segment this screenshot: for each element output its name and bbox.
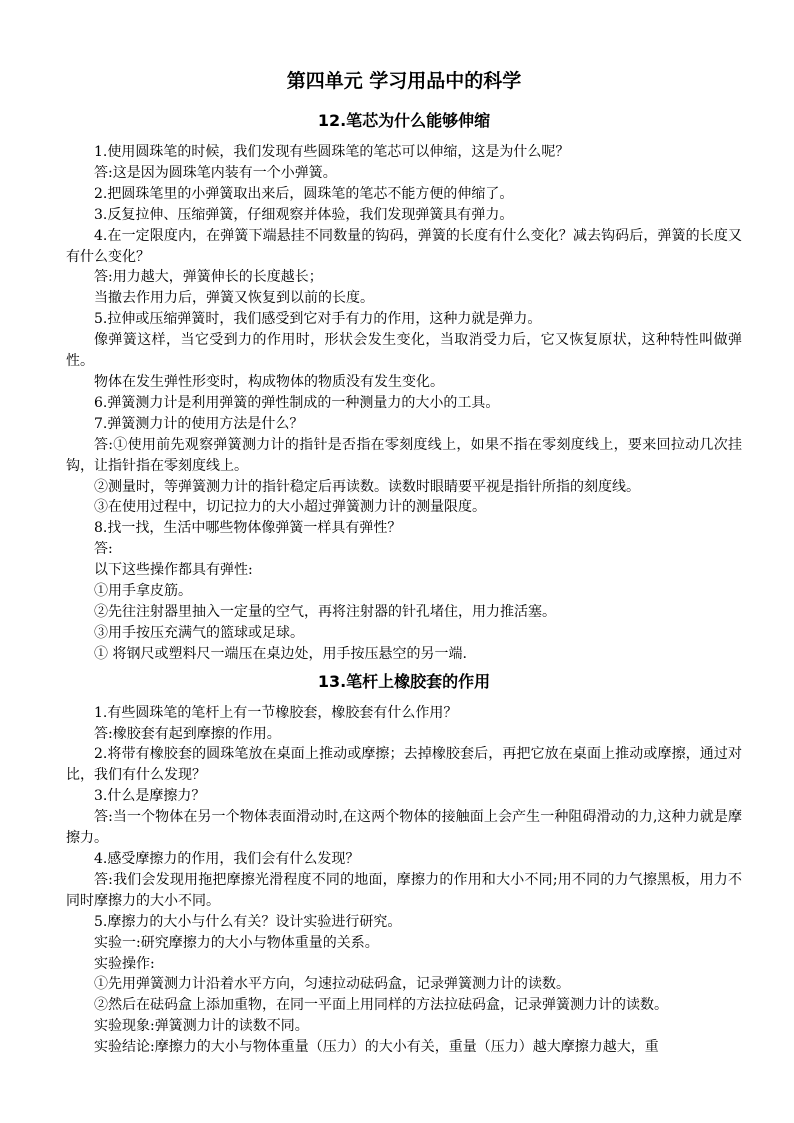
paragraph: 实验操作:	[94, 955, 155, 972]
paragraph: 3.反复拉伸、压缩弹簧，仔细观察并体验，我们发现弹簧具有弹力。	[94, 206, 514, 223]
paragraph: 以下这些操作都具有弹性:	[94, 562, 253, 579]
lesson-12-title: 12.笔芯为什么能够伸缩	[317, 111, 491, 130]
paragraph: 5.拉伸或压缩弹簧时，我们感受到它对手有力的作用，这种力就是弹力。	[94, 311, 542, 328]
paragraph: 答:用力越大，弹簧伸长的长度越长；	[94, 269, 323, 286]
paragraph: ②测量时，等弹簧测力计的指针稳定后再读数。读数时眼睛要平视是指针所指的刻度线。	[94, 478, 640, 495]
paragraph: 7.弹簧测力计的使用方法是什么？	[94, 415, 304, 432]
paragraph: 3.什么是摩擦力？	[94, 788, 206, 805]
paragraph: ① 将钢尺或塑料尺一端压在桌边处，用手按压悬空的另一端.	[94, 645, 467, 662]
paragraph: 答:我们会发现用拖把摩擦光滑程度不同的地面，摩擦力的作用和大小不同;用不同的力气擦黑板，用力不同时摩擦力的大小不同。	[66, 871, 742, 909]
paragraph: 物体在发生弹性形变时，构成物体的物质没有发生变化。	[94, 373, 444, 390]
paragraph: 实验结论:摩擦力的大小与物体重量（压力）的大小有关，重量（压力）越大摩擦力越大，重	[94, 1039, 659, 1056]
paragraph: ②先往注射器里抽入一定量的空气，再将注射器的针孔堵住，用力推活塞。	[94, 603, 556, 620]
lesson-12-section	[66, 110, 742, 665]
paragraph: ②然后在砝码盒上添加重物，在同一平面上用同样的方法拉砝码盒，记录弹簧测力计的读数。	[94, 997, 668, 1014]
paragraph: 实验一:研究摩擦力的大小与物体重量的关系。	[94, 934, 379, 951]
paragraph: 2.把圆珠笔里的小弹簧取出来后，圆珠笔的笔芯不能方便的伸缩了。	[94, 185, 514, 202]
paragraph: 像弹簧这样，当它受到力的作用时，形状会发生变化，当取消受力后，它又恢复原状，这种特性叫做弹性。	[66, 332, 742, 370]
paragraph: 4.感受摩擦力的作用，我们会有什么发现？	[94, 851, 360, 867]
paragraph: 当撤去作用力后，弹簧又恢复到以前的长度。	[94, 290, 374, 307]
paragraph: 答:这是因为圆珠笔内装有一个小弹簧。	[94, 164, 337, 181]
paragraph: 答:	[94, 541, 113, 558]
paragraph: 6.弹簧测力计是利用弹簧的弹性制成的一种测量力的大小的工具。	[94, 394, 500, 411]
paragraph: 1.使用圆珠笔的时候，我们发现有些圆珠笔的笔芯可以伸缩，这是为什么呢？	[94, 144, 570, 160]
paragraph: 2.将带有橡胶套的圆珠笔放在桌面上推动或摩擦；去掉橡胶套后，再把它放在桌面上推动或摩擦，通过对比，我们有什么发现？	[66, 746, 742, 784]
paragraph: 8.找一找，生活中哪些物体像弹簧一样具有弹性？	[94, 520, 402, 537]
paragraph: ③用手按压充满气的篮球或足球。	[94, 624, 304, 641]
paragraph: 答:①使用前先观察弹簧测力计的指针是否指在零刻度线上，如果不指在零刻度线上，要来回拉动几次挂钩，让指针指在零刻度线上。	[66, 436, 742, 474]
paragraph: 答:橡胶套有起到摩擦的作用。	[94, 725, 281, 742]
lesson-13-section	[66, 671, 742, 1058]
paragraph: 5.摩擦力的大小与什么有关？设计实验进行研究。	[94, 913, 402, 930]
paragraph: 实验现象:弹簧测力计的读数不同。	[94, 1018, 309, 1035]
paragraph: 4.在一定限度内，在弹簧下端悬挂不同数量的钩码，弹簧的长度有什么变化？减去钩码后，弹簧的长度又有什么变化？	[66, 227, 742, 265]
unit-title: 第四单元 学习用品中的科学	[286, 70, 522, 92]
lesson-13-title: 13.笔杆上橡胶套的作用	[317, 671, 491, 691]
paragraph: ①用手拿皮筋。	[94, 583, 192, 600]
paragraph: 答:当一个物体在另一个物体表面滑动时,在这两个物体的接触面上会产生一种阻碍滑动的力,这种力就是摩擦力。	[66, 809, 742, 847]
paragraph: ③在使用过程中，切记拉力的大小超过弹簧测力计的测量限度。	[94, 499, 486, 516]
paragraph: ①先用弹簧测力计沿着水平方向，匀速拉动砝码盒，记录弹簧测力计的读数。	[94, 976, 570, 993]
paragraph: 1.有些圆珠笔的笔杆上有一节橡胶套，橡胶套有什么作用？	[94, 704, 458, 721]
